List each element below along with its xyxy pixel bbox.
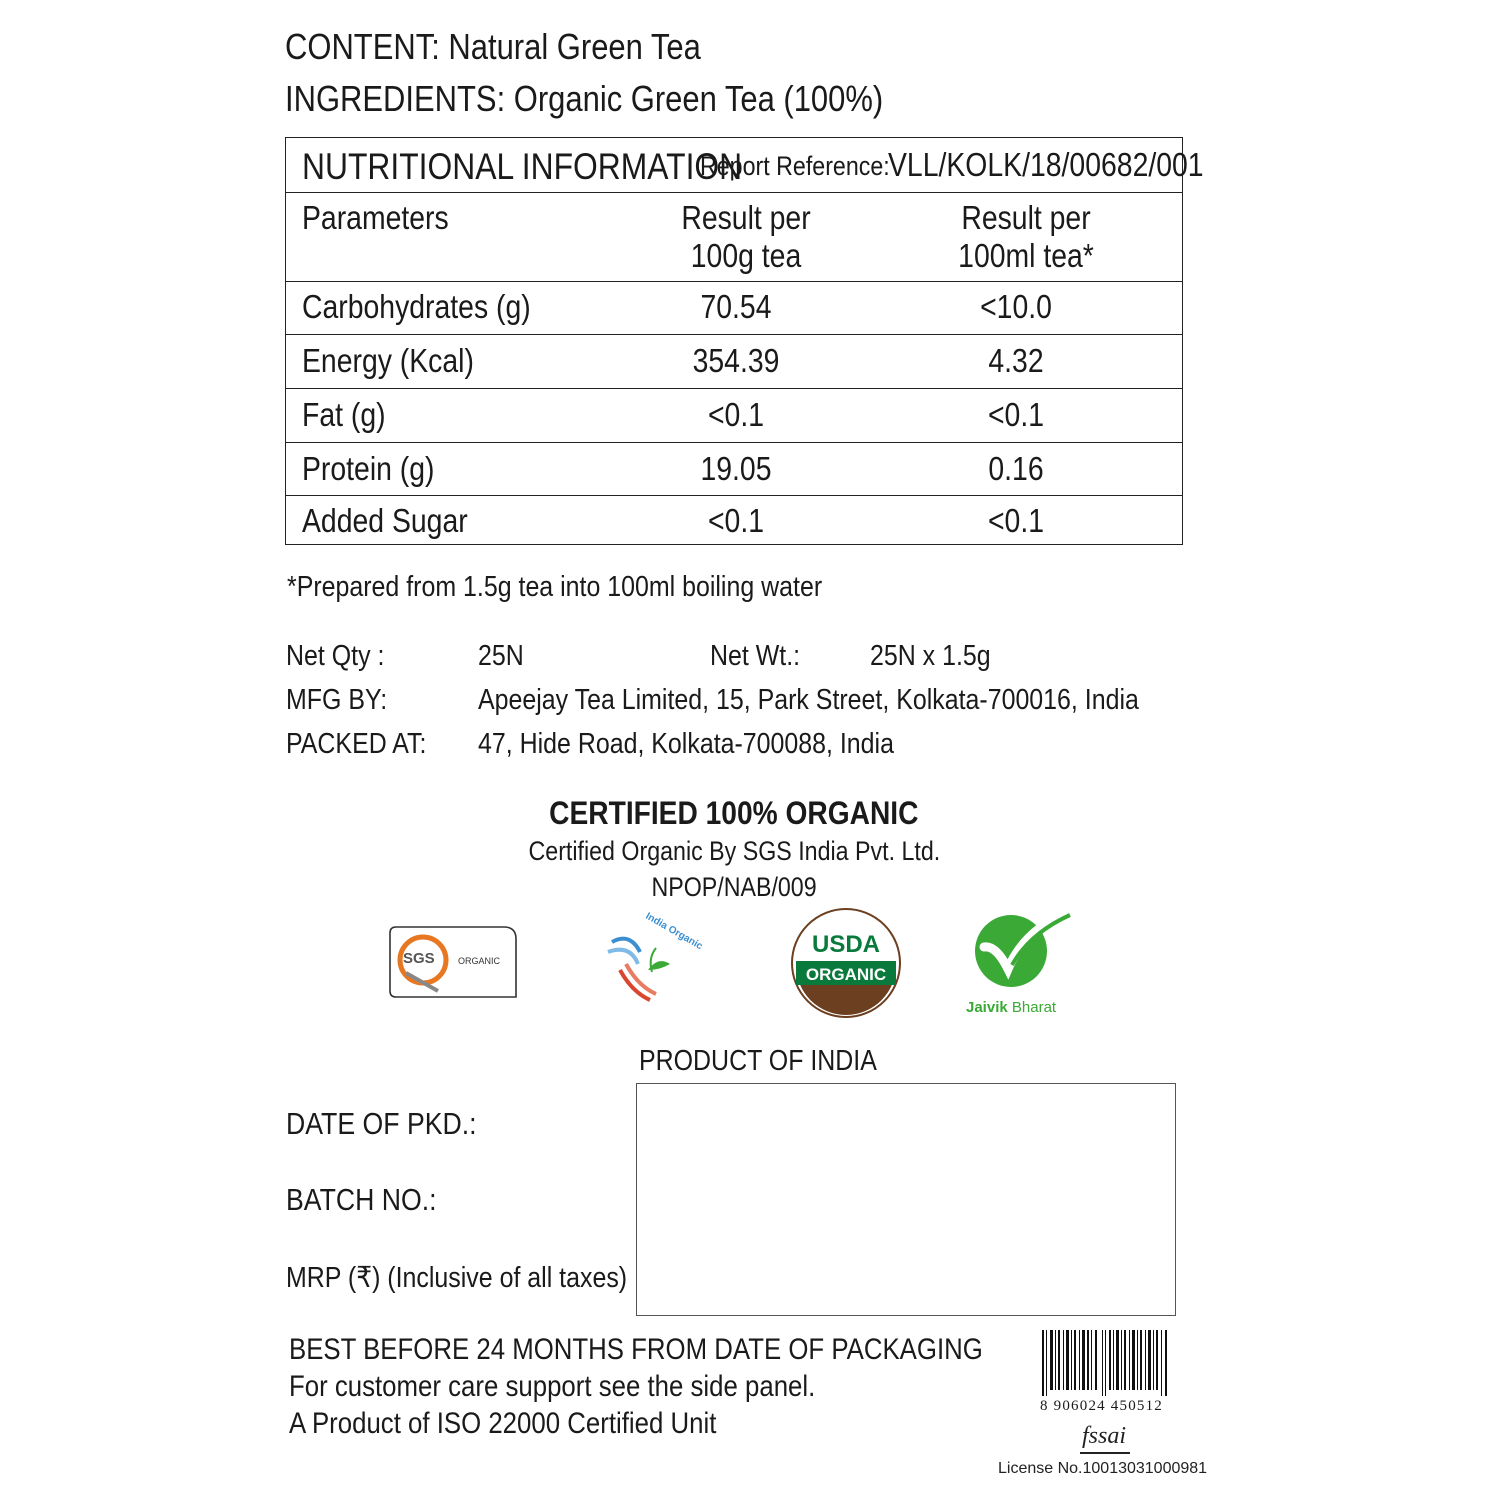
usda-line2: ORGANIC <box>805 965 887 984</box>
row-per100ml: 4.32 <box>988 342 1044 379</box>
col-100g-line2: 100g tea <box>690 237 802 274</box>
usda-organic-logo <box>790 907 902 1019</box>
col-100ml-line2: 100ml tea* <box>958 237 1094 274</box>
table-row <box>286 335 1182 389</box>
row-param: Fat (g) <box>302 396 386 433</box>
nutrition-title-row <box>286 138 1204 193</box>
fssai-underline <box>1080 1452 1130 1454</box>
row-per100ml: 0.16 <box>988 450 1044 487</box>
content-line: CONTENT: Natural Green Tea <box>285 26 701 67</box>
packed-value: 47, Hide Road, Kolkata-700088, India <box>478 728 894 760</box>
net-wt-value: 25N x 1.5g <box>870 640 991 672</box>
footnote: *Prepared from 1.5g tea into 100ml boiling water <box>287 571 823 603</box>
report-reference-value: VLL/KOLK/18/00682/001 <box>888 146 1204 183</box>
jaivik-check-icon <box>966 905 1076 995</box>
stamp-box <box>636 1083 1176 1316</box>
mfg-label: MFG BY: <box>286 684 388 716</box>
ingredients-line: INGREDIENTS: Organic Green Tea (100%) <box>285 78 884 119</box>
col-parameters: Parameters <box>302 199 449 236</box>
barcode <box>1040 1330 1172 1418</box>
jaivik-label <box>966 999 1056 1016</box>
row-param: Carbohydrates (g) <box>302 288 531 325</box>
india-organic-icon <box>600 912 700 1012</box>
sgs-organic-logo <box>388 925 520 999</box>
row-param: Protein (g) <box>302 450 435 487</box>
nutrition-table <box>285 137 1204 545</box>
row-per100ml: <0.1 <box>987 396 1045 433</box>
cert-code: NPOP/NAB/009 <box>651 872 817 902</box>
row-param: Energy (Kcal) <box>302 342 474 379</box>
best-before: BEST BEFORE 24 MONTHS FROM DATE OF PACKAGING <box>289 1333 983 1366</box>
row-per100g: 354.39 <box>692 342 780 379</box>
table-row <box>286 443 1182 496</box>
cert-by-wrap <box>0 836 1468 867</box>
col-100g-line1: Result per <box>681 199 811 236</box>
net-qty-value: 25N <box>478 640 524 672</box>
row-per100g: 70.54 <box>700 288 772 325</box>
barcode-icon <box>1040 1330 1172 1396</box>
report-reference-label: Report Reference: <box>700 151 890 181</box>
row-per100g: <0.1 <box>707 502 765 539</box>
license-number: License No.10013031000981 <box>998 1460 1208 1477</box>
row-param: Added Sugar <box>302 502 468 539</box>
table-row <box>286 389 1182 443</box>
sgs-text: SGS <box>403 950 435 967</box>
india-organic-logo <box>600 910 705 1012</box>
sgs-organic-label: ORGANIC <box>458 956 501 966</box>
cert-code-wrap <box>0 872 1468 903</box>
jaivik-bharat-logo <box>966 905 1076 1020</box>
row-per100g: <0.1 <box>707 396 765 433</box>
table-row <box>286 282 1182 335</box>
col-100ml-line1: Result per <box>961 199 1091 236</box>
table-row <box>286 496 1182 545</box>
usda-seal-icon <box>790 907 902 1019</box>
packed-label: PACKED AT: <box>286 728 427 760</box>
mrp-label: MRP (₹) (Inclusive of all taxes) <box>286 1262 628 1294</box>
cert-heading-wrap <box>0 795 1468 832</box>
iso-note: A Product of ISO 22000 Certified Unit <box>289 1407 717 1440</box>
date-pkd-label: DATE OF PKD.: <box>286 1106 477 1141</box>
cert-heading: CERTIFIED 100% ORGANIC <box>549 795 919 831</box>
jaivik-bold: Jaivik <box>966 999 1008 1016</box>
nutrition-title: NUTRITIONAL INFORMATION <box>302 146 743 187</box>
row-per100ml: <0.1 <box>987 502 1045 539</box>
product-of-india: PRODUCT OF INDIA <box>639 1045 877 1077</box>
jaivik-rest: Bharat <box>1011 999 1057 1016</box>
net-qty-label: Net Qty : <box>286 640 385 672</box>
india-organic-text: India Organic <box>643 910 705 953</box>
nutrition-header-row <box>286 193 1182 282</box>
fssai-logo: fssai <box>1082 1423 1127 1449</box>
usda-line1: USDA <box>811 931 880 958</box>
batch-no-label: BATCH NO.: <box>286 1182 437 1217</box>
barcode-number: 8 906024 450512 <box>1040 1398 1163 1414</box>
cert-by: Certified Organic By SGS India Pvt. Ltd. <box>528 836 940 866</box>
row-per100g: 19.05 <box>700 450 772 487</box>
mfg-value: Apeejay Tea Limited, 15, Park Street, Kolkata-700016, India <box>478 684 1139 716</box>
customer-care: For customer care support see the side panel. <box>289 1370 816 1403</box>
row-per100ml: <10.0 <box>980 288 1052 325</box>
net-wt-label: Net Wt.: <box>710 640 801 672</box>
